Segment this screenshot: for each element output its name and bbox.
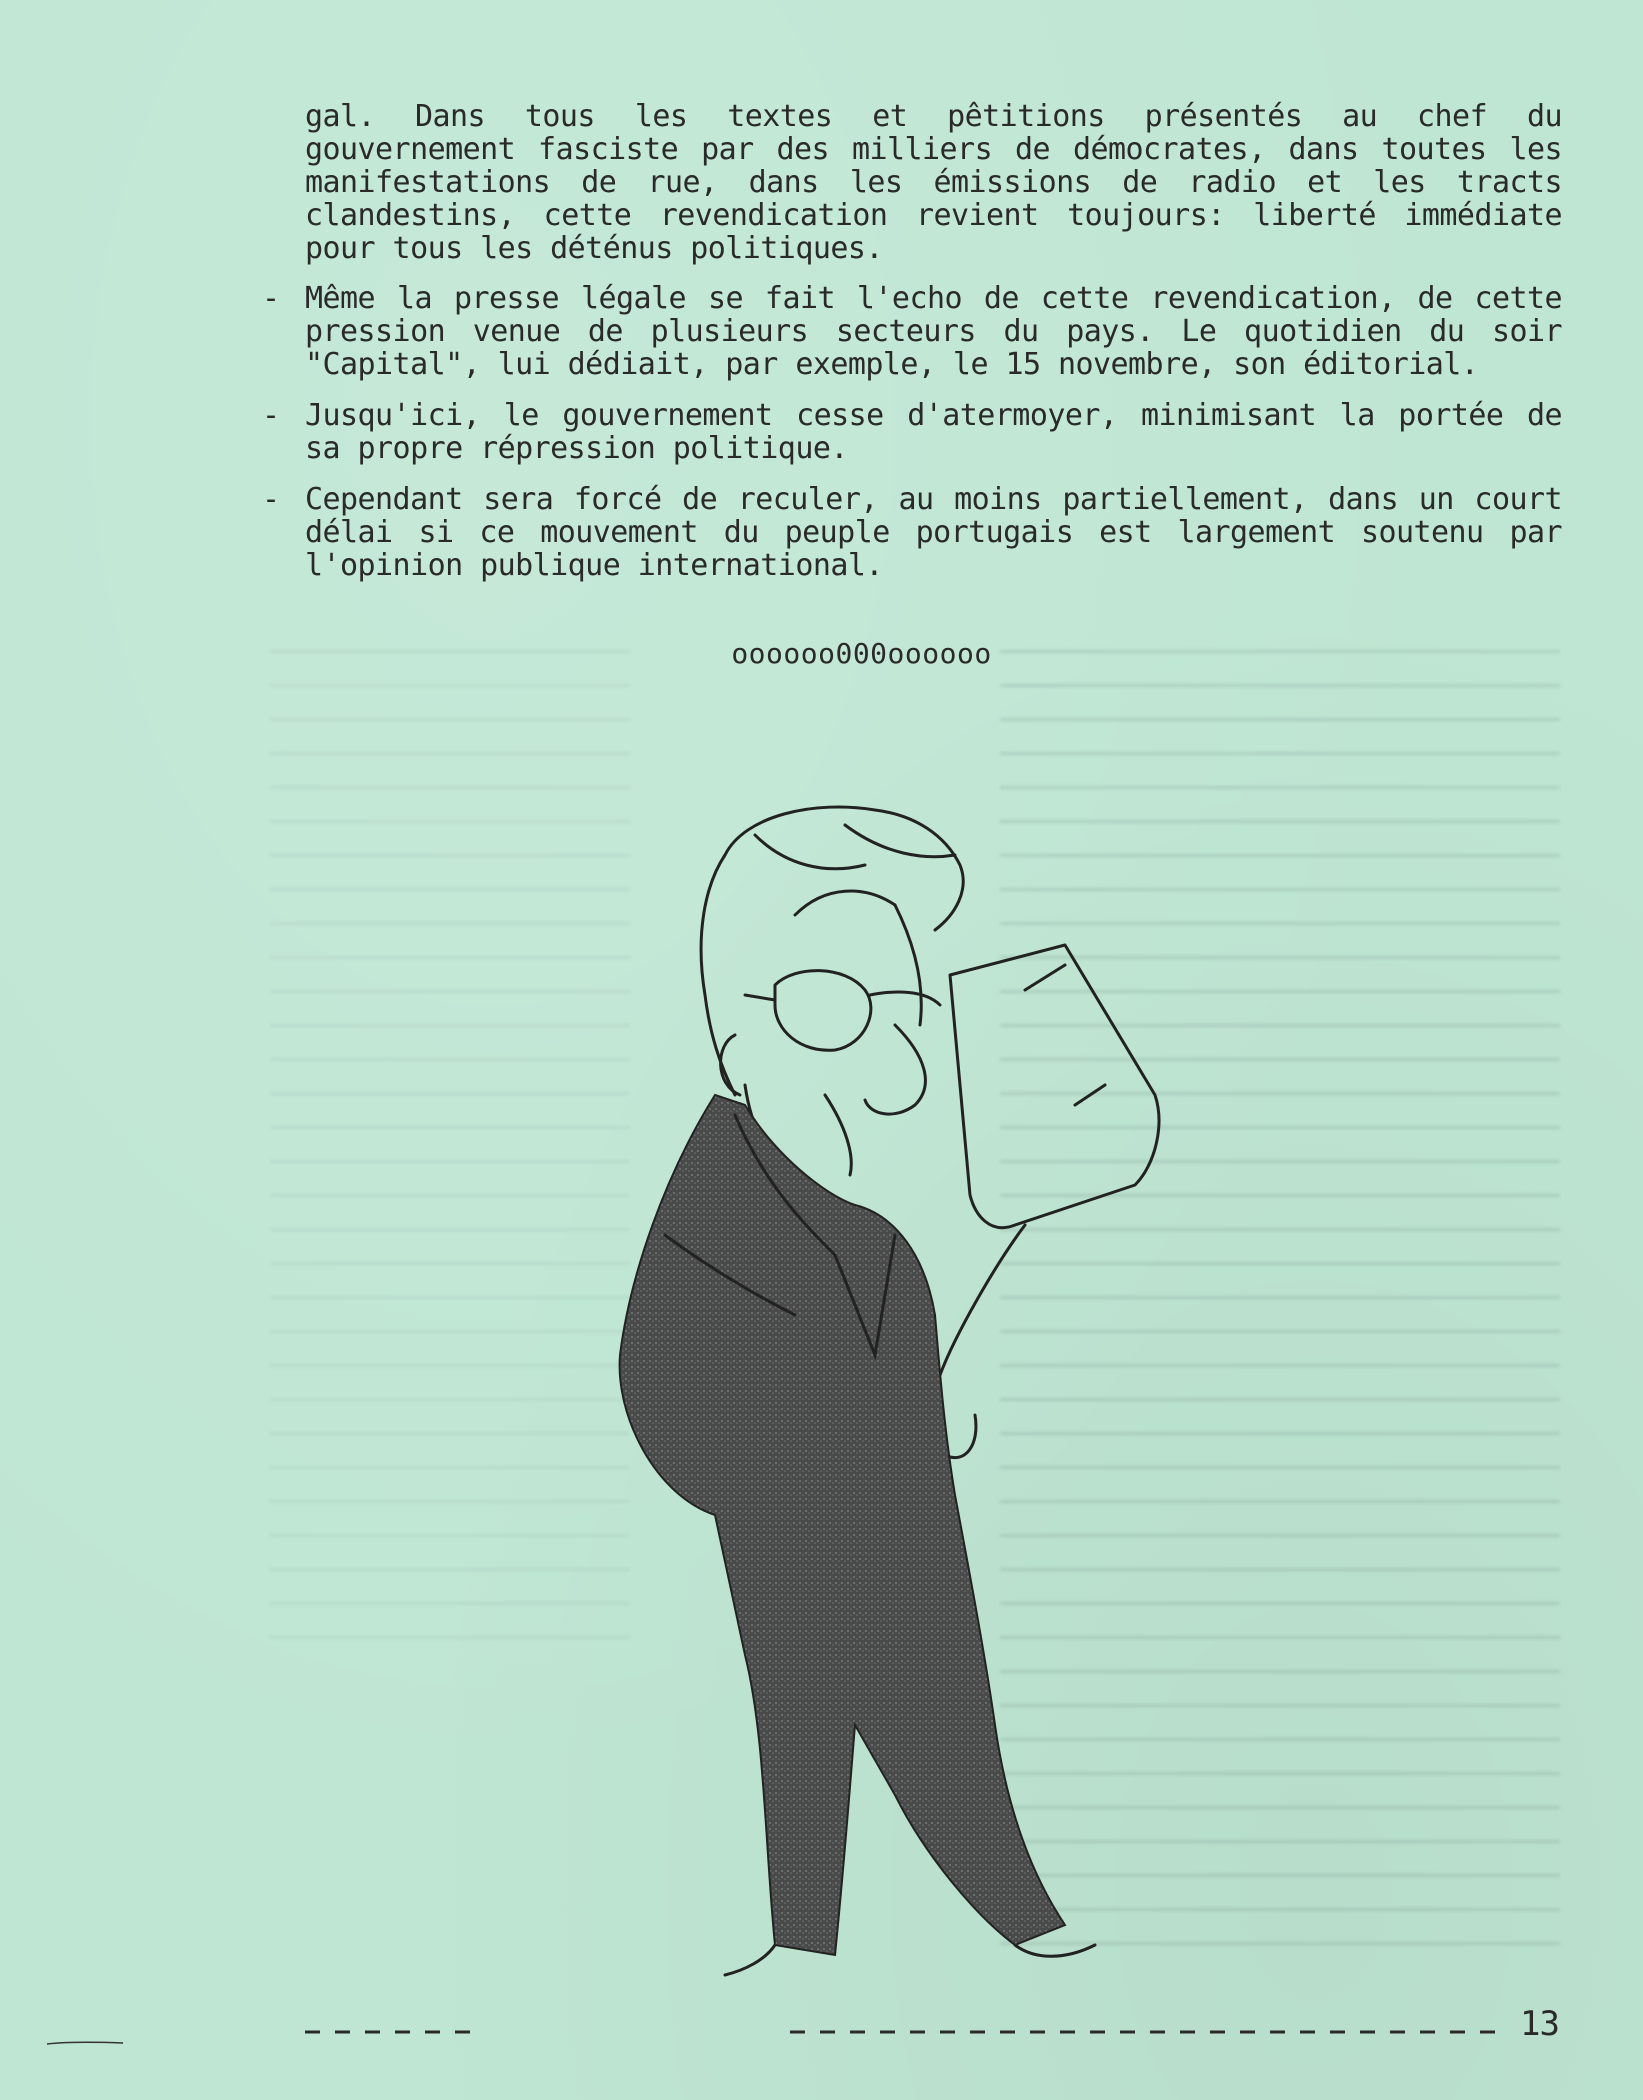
show-through-text-left — [270, 650, 630, 1650]
page-number: 13 — [1520, 2004, 1559, 2044]
paragraph-dash: - — [262, 482, 280, 517]
paragraph-4 — [262, 483, 1562, 582]
paragraph-3 — [262, 399, 1562, 465]
paragraph-2 — [262, 282, 1562, 381]
paragraph-text: Jusqu'ici, le gouvernement cesse d'atermoyer, minimisant la portée de sa propre répression politique. — [305, 398, 1562, 466]
paragraph-text: gal. Dans tous les textes et pêtitions présentés au chef du gouvernement fasciste par des milliers de démocrates, dans toutes les manifestations de rue, dans les émissions de radio et les tracts clandestins, cette revendication revient toujours: liberté immédiate pour tous les déténus politiques. — [305, 99, 1562, 266]
paragraph-1 — [262, 100, 1562, 265]
caricature-illustration — [595, 795, 1355, 1995]
pen-mark — [45, 2040, 125, 2046]
paragraph-dash: - — [262, 281, 280, 316]
footer-rule — [300, 2022, 1520, 2042]
paragraph-text: Cependant sera forcé de reculer, au moins partiellement, dans un court délai si ce mouvement du peuple portugais est largement soutenu par l'opinion publique international. — [305, 482, 1562, 583]
paragraph-text: Même la presse légale se fait l'echo de cette revendication, de cette pression venue de plusieurs secteurs du pays. Le quotidien du soir "Capital", lui dédiait, par exemple, le 15 novembre, son éditorial. — [305, 281, 1562, 382]
paragraph-dash: - — [262, 398, 280, 433]
body-text — [262, 100, 1562, 600]
section-separator: oooooo000oooooo — [731, 637, 992, 670]
